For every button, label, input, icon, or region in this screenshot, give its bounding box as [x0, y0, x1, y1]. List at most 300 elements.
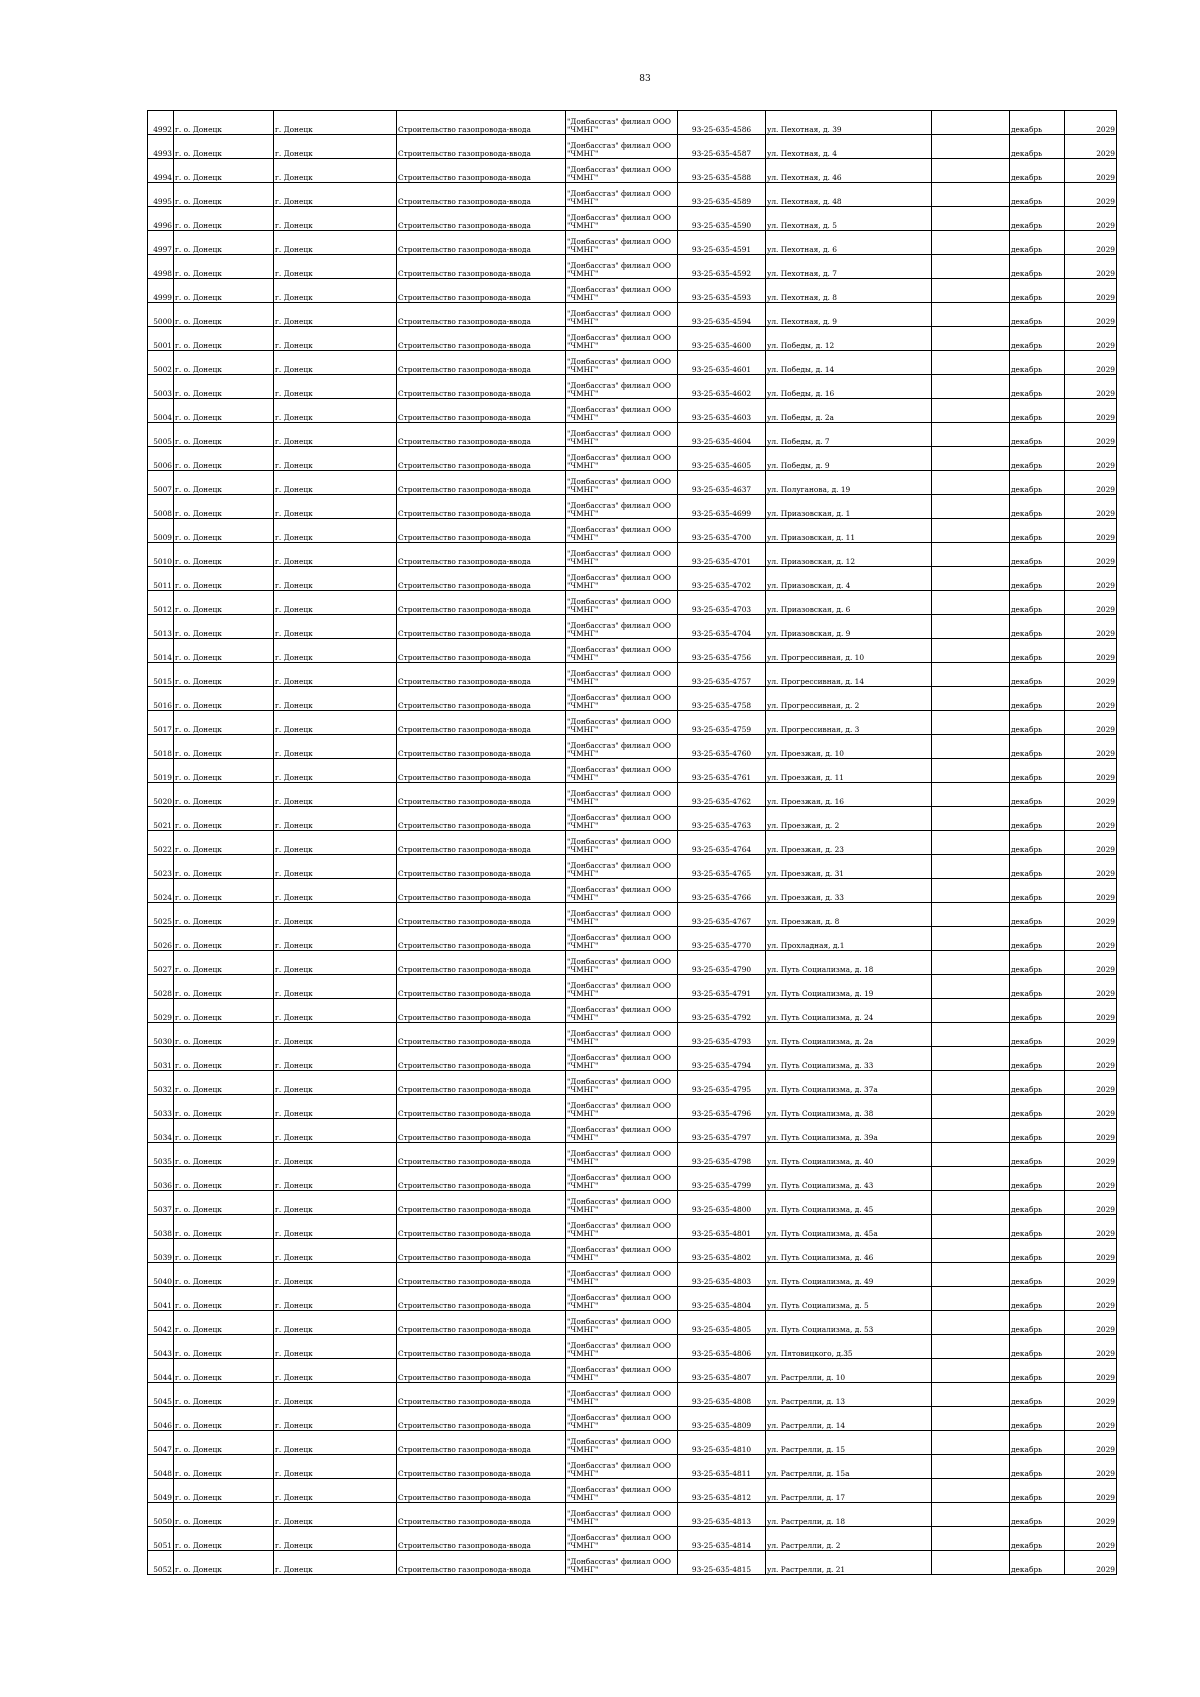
- work-type-cell: Строительство газопровода-ввода: [397, 759, 566, 783]
- month-cell: декабрь: [1010, 735, 1065, 759]
- address-cell: ул. Победы, д. 9: [766, 447, 932, 471]
- organization-cell: [566, 1167, 678, 1191]
- table-row: [148, 615, 1117, 639]
- object-code-cell: 93-25-635-4795: [678, 1071, 766, 1095]
- note-cell: [932, 1359, 1010, 1383]
- year-cell: 2029: [1065, 1407, 1117, 1431]
- district-cell: г. о. Донецк: [174, 831, 274, 855]
- organization-line-2: "ЧМНГ": [567, 797, 599, 806]
- district-cell: г. о. Донецк: [174, 1071, 274, 1095]
- organization-line-1: "Донбассгаз" филиал ООО: [567, 861, 671, 870]
- row-number-cell: 5006: [148, 447, 174, 471]
- year-cell: 2029: [1065, 447, 1117, 471]
- row-number-cell: 5021: [148, 807, 174, 831]
- organization-line-2: "ЧМНГ": [567, 989, 599, 998]
- note-cell: [932, 1455, 1010, 1479]
- note-cell: [932, 135, 1010, 159]
- organization-line-2: "ЧМНГ": [567, 221, 599, 230]
- district-cell: г. о. Донецк: [174, 1455, 274, 1479]
- table-row: [148, 903, 1117, 927]
- district-cell: г. о. Донецк: [174, 783, 274, 807]
- row-number-cell: 4993: [148, 135, 174, 159]
- organization-cell: [566, 1311, 678, 1335]
- month-cell: декабрь: [1010, 903, 1065, 927]
- object-code-cell: 93-25-635-4806: [678, 1335, 766, 1359]
- table-row: [148, 375, 1117, 399]
- work-type-cell: Строительство газопровода-ввода: [397, 135, 566, 159]
- month-cell: декабрь: [1010, 351, 1065, 375]
- organization-cell: [566, 975, 678, 999]
- district-cell: г. о. Донецк: [174, 1119, 274, 1143]
- city-cell: г. Донецк: [274, 1143, 397, 1167]
- row-number-cell: 5003: [148, 375, 174, 399]
- row-number-cell: 5011: [148, 567, 174, 591]
- organization-line-2: "ЧМНГ": [567, 1421, 599, 1430]
- work-type-cell: Строительство газопровода-ввода: [397, 1191, 566, 1215]
- city-cell: г. Донецк: [274, 1431, 397, 1455]
- year-cell: 2029: [1065, 879, 1117, 903]
- address-cell: ул. Путь Социализма, д. 33: [766, 1047, 932, 1071]
- note-cell: [932, 279, 1010, 303]
- table-row: [148, 207, 1117, 231]
- work-type-cell: Строительство газопровода-ввода: [397, 1359, 566, 1383]
- organization-line-2: "ЧМНГ": [567, 1397, 599, 1406]
- district-cell: г. о. Донецк: [174, 759, 274, 783]
- year-cell: 2029: [1065, 1551, 1117, 1575]
- year-cell: 2029: [1065, 1263, 1117, 1287]
- row-number-cell: 5030: [148, 1023, 174, 1047]
- year-cell: 2029: [1065, 711, 1117, 735]
- organization-line-2: "ЧМНГ": [567, 1445, 599, 1454]
- organization-line-2: "ЧМНГ": [567, 245, 599, 254]
- object-code-cell: 93-25-635-4808: [678, 1383, 766, 1407]
- organization-line-1: "Донбассгаз" филиал ООО: [567, 1485, 671, 1494]
- month-cell: декабрь: [1010, 951, 1065, 975]
- organization-cell: [566, 471, 678, 495]
- note-cell: [932, 1119, 1010, 1143]
- table-row: [148, 1095, 1117, 1119]
- month-cell: декабрь: [1010, 663, 1065, 687]
- address-cell: ул. Растрелли, д. 10: [766, 1359, 932, 1383]
- organization-line-2: "ЧМНГ": [567, 1253, 599, 1262]
- address-cell: ул. Приазовская, д. 12: [766, 543, 932, 567]
- month-cell: декабрь: [1010, 927, 1065, 951]
- district-cell: г. о. Донецк: [174, 1215, 274, 1239]
- district-cell: г. о. Донецк: [174, 447, 274, 471]
- year-cell: 2029: [1065, 1479, 1117, 1503]
- address-cell: ул. Приазовская, д. 6: [766, 591, 932, 615]
- row-number-cell: 5010: [148, 543, 174, 567]
- organization-line-1: "Донбассгаз" филиал ООО: [567, 213, 671, 222]
- city-cell: г. Донецк: [274, 855, 397, 879]
- organization-cell: [566, 183, 678, 207]
- table-row: [148, 1191, 1117, 1215]
- organization-line-2: "ЧМНГ": [567, 581, 599, 590]
- city-cell: г. Донецк: [274, 999, 397, 1023]
- month-cell: декабрь: [1010, 1215, 1065, 1239]
- organization-cell: [566, 1023, 678, 1047]
- note-cell: [932, 327, 1010, 351]
- organization-line-1: "Донбассгаз" филиал ООО: [567, 1053, 671, 1062]
- month-cell: декабрь: [1010, 687, 1065, 711]
- organization-line-1: "Донбассгаз" филиал ООО: [567, 1029, 671, 1038]
- work-type-cell: Строительство газопровода-ввода: [397, 231, 566, 255]
- city-cell: г. Донецк: [274, 255, 397, 279]
- organization-line-1: "Донбассгаз" филиал ООО: [567, 621, 671, 630]
- organization-line-2: "ЧМНГ": [567, 341, 599, 350]
- table-row: [148, 759, 1117, 783]
- table-row: [148, 1047, 1117, 1071]
- note-cell: [932, 399, 1010, 423]
- year-cell: 2029: [1065, 1455, 1117, 1479]
- work-type-cell: Строительство газопровода-ввода: [397, 567, 566, 591]
- work-type-cell: Строительство газопровода-ввода: [397, 399, 566, 423]
- work-type-cell: Строительство газопровода-ввода: [397, 279, 566, 303]
- object-code-cell: 93-25-635-4601: [678, 351, 766, 375]
- city-cell: г. Донецк: [274, 663, 397, 687]
- row-number-cell: 4992: [148, 111, 174, 135]
- row-number-cell: 5016: [148, 687, 174, 711]
- address-cell: ул. Проезжая, д. 23: [766, 831, 932, 855]
- organization-cell: [566, 927, 678, 951]
- organization-line-1: "Донбассгаз" филиал ООО: [567, 957, 671, 966]
- organization-line-1: "Донбассгаз" филиал ООО: [567, 1125, 671, 1134]
- address-cell: ул. Пехотная, д. 4: [766, 135, 932, 159]
- organization-line-2: "ЧМНГ": [567, 701, 599, 710]
- organization-cell: [566, 1335, 678, 1359]
- month-cell: декабрь: [1010, 111, 1065, 135]
- table-row: [148, 1407, 1117, 1431]
- table-row: [148, 1359, 1117, 1383]
- month-cell: декабрь: [1010, 831, 1065, 855]
- note-cell: [932, 207, 1010, 231]
- organization-line-2: "ЧМНГ": [567, 893, 599, 902]
- organization-line-2: "ЧМНГ": [567, 917, 599, 926]
- year-cell: 2029: [1065, 375, 1117, 399]
- district-cell: г. о. Донецк: [174, 951, 274, 975]
- city-cell: г. Донецк: [274, 591, 397, 615]
- year-cell: 2029: [1065, 927, 1117, 951]
- city-cell: г. Донецк: [274, 711, 397, 735]
- object-code-cell: 93-25-635-4797: [678, 1119, 766, 1143]
- table-row: [148, 1527, 1117, 1551]
- work-type-cell: Строительство газопровода-ввода: [397, 879, 566, 903]
- work-type-cell: Строительство газопровода-ввода: [397, 1071, 566, 1095]
- district-cell: г. о. Донецк: [174, 1167, 274, 1191]
- address-cell: ул. Прохладная, д.1: [766, 927, 932, 951]
- address-cell: ул. Растрелли, д. 21: [766, 1551, 932, 1575]
- note-cell: [932, 1239, 1010, 1263]
- month-cell: декабрь: [1010, 567, 1065, 591]
- note-cell: [932, 975, 1010, 999]
- address-cell: ул. Приазовская, д. 11: [766, 519, 932, 543]
- organization-line-1: "Донбассгаз" филиал ООО: [567, 1389, 671, 1398]
- organization-line-1: "Донбассгаз" филиал ООО: [567, 741, 671, 750]
- row-number-cell: 5012: [148, 591, 174, 615]
- note-cell: [932, 783, 1010, 807]
- month-cell: декабрь: [1010, 879, 1065, 903]
- district-cell: г. о. Донецк: [174, 1191, 274, 1215]
- year-cell: 2029: [1065, 759, 1117, 783]
- object-code-cell: 93-25-635-4791: [678, 975, 766, 999]
- row-number-cell: 4999: [148, 279, 174, 303]
- work-type-cell: Строительство газопровода-ввода: [397, 519, 566, 543]
- district-cell: г. о. Донецк: [174, 519, 274, 543]
- city-cell: г. Донецк: [274, 1407, 397, 1431]
- city-cell: г. Донецк: [274, 927, 397, 951]
- organization-line-1: "Донбассгаз" филиал ООО: [567, 1341, 671, 1350]
- table-row: [148, 975, 1117, 999]
- district-cell: г. о. Донецк: [174, 975, 274, 999]
- address-cell: ул. Приазовская, д. 4: [766, 567, 932, 591]
- row-number-cell: 5048: [148, 1455, 174, 1479]
- month-cell: декабрь: [1010, 1335, 1065, 1359]
- month-cell: декабрь: [1010, 855, 1065, 879]
- object-code-cell: 93-25-635-4799: [678, 1167, 766, 1191]
- year-cell: 2029: [1065, 975, 1117, 999]
- row-number-cell: 5022: [148, 831, 174, 855]
- object-code-cell: 93-25-635-4790: [678, 951, 766, 975]
- organization-line-2: "ЧМНГ": [567, 1469, 599, 1478]
- district-cell: г. о. Донецк: [174, 1287, 274, 1311]
- organization-cell: [566, 1455, 678, 1479]
- organization-line-1: "Донбассгаз" филиал ООО: [567, 381, 671, 390]
- row-number-cell: 4998: [148, 255, 174, 279]
- address-cell: ул. Пехотная, д. 9: [766, 303, 932, 327]
- organization-line-1: "Донбассгаз" филиал ООО: [567, 549, 671, 558]
- row-number-cell: 5045: [148, 1383, 174, 1407]
- object-code-cell: 93-25-635-4590: [678, 207, 766, 231]
- district-cell: г. о. Донецк: [174, 687, 274, 711]
- note-cell: [932, 159, 1010, 183]
- year-cell: 2029: [1065, 1359, 1117, 1383]
- row-number-cell: 5043: [148, 1335, 174, 1359]
- note-cell: [932, 807, 1010, 831]
- year-cell: 2029: [1065, 855, 1117, 879]
- work-type-cell: Строительство газопровода-ввода: [397, 711, 566, 735]
- table-row: [148, 1431, 1117, 1455]
- table-row: [148, 783, 1117, 807]
- object-code-cell: 93-25-635-4798: [678, 1143, 766, 1167]
- work-type-cell: Строительство газопровода-ввода: [397, 1311, 566, 1335]
- object-code-cell: 93-25-635-4761: [678, 759, 766, 783]
- organization-line-2: "ЧМНГ": [567, 653, 599, 662]
- work-type-cell: Строительство газопровода-ввода: [397, 1431, 566, 1455]
- address-cell: ул. Растрелли, д. 2: [766, 1527, 932, 1551]
- object-code-cell: 93-25-635-4813: [678, 1503, 766, 1527]
- note-cell: [932, 183, 1010, 207]
- year-cell: 2029: [1065, 519, 1117, 543]
- work-type-cell: Строительство газопровода-ввода: [397, 1239, 566, 1263]
- work-type-cell: Строительство газопровода-ввода: [397, 951, 566, 975]
- district-cell: г. о. Донецк: [174, 495, 274, 519]
- year-cell: 2029: [1065, 159, 1117, 183]
- table-row: [148, 1503, 1117, 1527]
- year-cell: 2029: [1065, 255, 1117, 279]
- address-cell: ул. Пехотная, д. 48: [766, 183, 932, 207]
- note-cell: [932, 1527, 1010, 1551]
- object-code-cell: 93-25-635-4699: [678, 495, 766, 519]
- organization-cell: [566, 207, 678, 231]
- table-row: [148, 1335, 1117, 1359]
- month-cell: декабрь: [1010, 999, 1065, 1023]
- note-cell: [932, 1551, 1010, 1575]
- district-cell: г. о. Донецк: [174, 1095, 274, 1119]
- month-cell: декабрь: [1010, 135, 1065, 159]
- district-cell: г. о. Донецк: [174, 927, 274, 951]
- object-code-cell: 93-25-635-4792: [678, 999, 766, 1023]
- table-row: [148, 1311, 1117, 1335]
- row-number-cell: 5009: [148, 519, 174, 543]
- district-cell: г. о. Донецк: [174, 1047, 274, 1071]
- address-cell: ул. Пехотная, д. 5: [766, 207, 932, 231]
- object-code-cell: 93-25-635-4586: [678, 111, 766, 135]
- note-cell: [932, 927, 1010, 951]
- row-number-cell: 5024: [148, 879, 174, 903]
- work-type-cell: Строительство газопровода-ввода: [397, 591, 566, 615]
- object-code-cell: 93-25-635-4759: [678, 711, 766, 735]
- city-cell: г. Донецк: [274, 807, 397, 831]
- organization-line-2: "ЧМНГ": [567, 173, 599, 182]
- city-cell: г. Донецк: [274, 1527, 397, 1551]
- district-cell: г. о. Донецк: [174, 711, 274, 735]
- note-cell: [932, 543, 1010, 567]
- year-cell: 2029: [1065, 1311, 1117, 1335]
- organization-cell: [566, 783, 678, 807]
- work-type-cell: Строительство газопровода-ввода: [397, 975, 566, 999]
- city-cell: г. Донецк: [274, 831, 397, 855]
- city-cell: г. Донецк: [274, 615, 397, 639]
- organization-line-2: "ЧМНГ": [567, 1277, 599, 1286]
- month-cell: декабрь: [1010, 447, 1065, 471]
- organization-line-1: "Донбассгаз" филиал ООО: [567, 1197, 671, 1206]
- district-cell: г. о. Донецк: [174, 135, 274, 159]
- organization-cell: [566, 327, 678, 351]
- object-code-cell: 93-25-635-4804: [678, 1287, 766, 1311]
- address-cell: ул. Приазовская, д. 1: [766, 495, 932, 519]
- work-type-cell: Строительство газопровода-ввода: [397, 495, 566, 519]
- table-row: [148, 159, 1117, 183]
- note-cell: [932, 303, 1010, 327]
- object-code-cell: 93-25-635-4796: [678, 1095, 766, 1119]
- year-cell: 2029: [1065, 303, 1117, 327]
- address-cell: ул. Пятовицкого, д.35: [766, 1335, 932, 1359]
- organization-cell: [566, 639, 678, 663]
- city-cell: г. Донецк: [274, 639, 397, 663]
- month-cell: декабрь: [1010, 183, 1065, 207]
- note-cell: [932, 1287, 1010, 1311]
- organization-line-1: "Донбассгаз" филиал ООО: [567, 333, 671, 342]
- object-code-cell: 93-25-635-4592: [678, 255, 766, 279]
- address-cell: ул. Проезжая, д. 11: [766, 759, 932, 783]
- row-number-cell: 5020: [148, 783, 174, 807]
- city-cell: г. Донецк: [274, 1071, 397, 1095]
- work-type-cell: Строительство газопровода-ввода: [397, 903, 566, 927]
- organization-line-1: "Донбассгаз" филиал ООО: [567, 453, 671, 462]
- table-row: [148, 735, 1117, 759]
- table-row: [148, 927, 1117, 951]
- organization-cell: [566, 1551, 678, 1575]
- organization-line-1: "Донбассгаз" филиал ООО: [567, 645, 671, 654]
- row-number-cell: 5052: [148, 1551, 174, 1575]
- note-cell: [932, 999, 1010, 1023]
- month-cell: декабрь: [1010, 1119, 1065, 1143]
- month-cell: декабрь: [1010, 1047, 1065, 1071]
- note-cell: [932, 1167, 1010, 1191]
- organization-line-2: "ЧМНГ": [567, 437, 599, 446]
- object-code-cell: 93-25-635-4805: [678, 1311, 766, 1335]
- year-cell: 2029: [1065, 687, 1117, 711]
- district-cell: г. о. Донецк: [174, 303, 274, 327]
- city-cell: г. Донецк: [274, 471, 397, 495]
- address-cell: ул. Победы, д. 14: [766, 351, 932, 375]
- district-cell: г. о. Донецк: [174, 279, 274, 303]
- object-code-cell: 93-25-635-4802: [678, 1239, 766, 1263]
- district-cell: г. о. Донецк: [174, 999, 274, 1023]
- address-cell: ул. Пехотная, д. 39: [766, 111, 932, 135]
- city-cell: г. Донецк: [274, 879, 397, 903]
- city-cell: г. Донецк: [274, 1551, 397, 1575]
- address-cell: ул. Растрелли, д. 15а: [766, 1455, 932, 1479]
- work-type-cell: Строительство газопровода-ввода: [397, 663, 566, 687]
- year-cell: 2029: [1065, 951, 1117, 975]
- row-number-cell: 5000: [148, 303, 174, 327]
- note-cell: [932, 1503, 1010, 1527]
- organization-line-1: "Донбассгаз" филиал ООО: [567, 117, 671, 126]
- organization-line-1: "Донбассгаз" филиал ООО: [567, 261, 671, 270]
- object-code-cell: 93-25-635-4814: [678, 1527, 766, 1551]
- city-cell: г. Донецк: [274, 567, 397, 591]
- address-cell: ул. Проезжая, д. 33: [766, 879, 932, 903]
- table-row: [148, 999, 1117, 1023]
- work-type-cell: Строительство газопровода-ввода: [397, 351, 566, 375]
- row-number-cell: 5026: [148, 927, 174, 951]
- row-number-cell: 5031: [148, 1047, 174, 1071]
- organization-cell: [566, 1407, 678, 1431]
- year-cell: 2029: [1065, 279, 1117, 303]
- year-cell: 2029: [1065, 831, 1117, 855]
- address-cell: ул. Пехотная, д. 7: [766, 255, 932, 279]
- note-cell: [932, 495, 1010, 519]
- organization-cell: [566, 663, 678, 687]
- note-cell: [932, 519, 1010, 543]
- row-number-cell: 5044: [148, 1359, 174, 1383]
- district-cell: г. о. Донецк: [174, 1551, 274, 1575]
- district-cell: г. о. Донецк: [174, 1239, 274, 1263]
- district-cell: г. о. Донецк: [174, 1311, 274, 1335]
- work-type-cell: Строительство газопровода-ввода: [397, 183, 566, 207]
- year-cell: 2029: [1065, 111, 1117, 135]
- organization-line-2: "ЧМНГ": [567, 605, 599, 614]
- organization-line-2: "ЧМНГ": [567, 965, 599, 974]
- city-cell: г. Донецк: [274, 1239, 397, 1263]
- city-cell: г. Донецк: [274, 1503, 397, 1527]
- organization-cell: [566, 1479, 678, 1503]
- organization-cell: [566, 735, 678, 759]
- organization-line-1: "Донбассгаз" филиал ООО: [567, 237, 671, 246]
- table-row: [148, 423, 1117, 447]
- year-cell: 2029: [1065, 639, 1117, 663]
- year-cell: 2029: [1065, 567, 1117, 591]
- month-cell: декабрь: [1010, 1503, 1065, 1527]
- month-cell: декабрь: [1010, 711, 1065, 735]
- note-cell: [932, 351, 1010, 375]
- organization-cell: [566, 423, 678, 447]
- city-cell: г. Донецк: [274, 135, 397, 159]
- city-cell: г. Донецк: [274, 1119, 397, 1143]
- work-type-cell: Строительство газопровода-ввода: [397, 1143, 566, 1167]
- row-number-cell: 5005: [148, 423, 174, 447]
